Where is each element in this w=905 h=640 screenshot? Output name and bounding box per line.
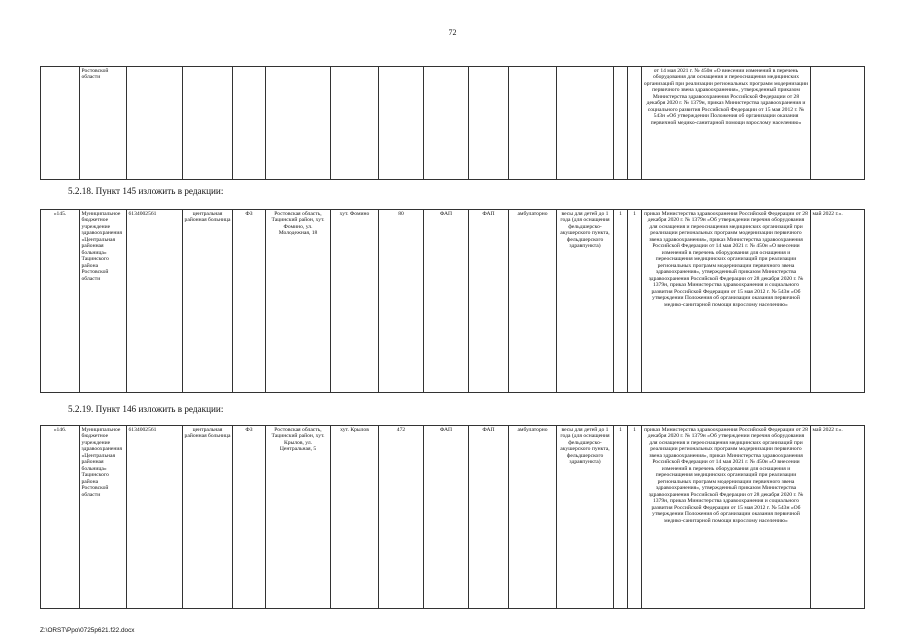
cell-population: [379, 67, 424, 180]
cell-deadline: [811, 67, 865, 180]
cell-quantity: [614, 67, 628, 180]
cell-quantity-2: [628, 67, 642, 180]
cell-subdivision: ФЗ: [233, 426, 266, 609]
cell-quantity: 1: [614, 426, 628, 609]
cell-legal-basis: приказ Министерства здравоохранения Российской Федерации от 28 декабря 2020 г. № 1379н «Об утверждении перечня оборудования для оснащения и переоснащения медицинских организаций при реализации региональных программ модернизации первичного звена здравоохранения», приказ Министерства здравоохранения Российской Федерации от 14 мая 2021 г. № 450н «О внесении изменений в перечень оборудования для оснащения и переоснащения медицинских организаций при реализации региональных программ модернизации первичного звена здравоохранения», утвержденный приказом Министерства здравоохранения Российской Федерации от 28 декабря 2020 г. № 1379н, приказ Министерства здравоохранения и социального развития Российской Федерации от 15 мая 2012 г. № 543н «Об утверждении Положения об организации оказания первичной медико-санитарной помощи взрослому населению»: [642, 210, 811, 393]
cell-unit-type-2: [469, 67, 509, 180]
cell-address: Ростовская область, Тацинский район, хут. Фомино, ул. Молодежная, 18: [266, 210, 331, 393]
cell-unit-type-2: ФАП: [469, 426, 509, 609]
cell-unit-type: ФАП: [424, 426, 469, 609]
cell-subdivision: ФЗ: [233, 210, 266, 393]
cell-settlement: хут. Фомино: [331, 210, 379, 393]
amendment-heading-145: 5.2.18. Пункт 145 изложить в редакции:: [68, 186, 224, 196]
cell-inn: [127, 67, 183, 180]
table-row: [41, 426, 865, 609]
cell-quantity: 1: [614, 210, 628, 393]
amendment-heading-146: 5.2.19. Пункт 146 изложить в редакции:: [68, 404, 224, 414]
cell-unit-type-2: ФАП: [469, 210, 509, 393]
cell-type: [183, 67, 233, 180]
page-number: 72: [448, 28, 457, 37]
cell-care-conditions: амбулаторно: [509, 426, 557, 609]
cell-settlement: хут. Крылов: [331, 426, 379, 609]
cell-population: 472: [379, 426, 424, 609]
table-row: [41, 210, 865, 393]
cell-inn: 6134002561: [127, 210, 183, 393]
cell-equipment: весы для детей до 1 года (для оснащения фельдшерско-акушерского пункта, фельдшерского здравпункта): [557, 426, 614, 609]
cell-quantity-2: 1: [628, 426, 642, 609]
cell-legal-basis: приказ Министерства здравоохранения Российской Федерации от 28 декабря 2020 г. № 1379н «Об утверждении перечня оборудования для оснащения и переоснащения медицинских организаций при реализации региональных программ модернизации первичного звена здравоохранения», приказ Министерства здравоохранения Российской Федерации от 14 мая 2021 г. № 450н «О внесении изменений в перечень оборудования для оснащения и переоснащения медицинских организаций при реализации региональных программ модернизации первичного звена здравоохранения», утвержденный приказом Министерства здравоохранения Российской Федерации от 28 декабря 2020 г. № 1379н, приказ Министерства здравоохранения и социального развития Российской Федерации от 15 мая 2012 г. № 543н «Об утверждении Положения об организации оказания первичной медико-санитарной помощи взрослому населению»: [642, 426, 811, 609]
cell-unit-type: [424, 67, 469, 180]
cell-subdivision: [233, 67, 266, 180]
table-item-146: [40, 425, 865, 609]
cell-equipment: [557, 67, 614, 180]
cell-inn: 6134002561: [127, 426, 183, 609]
file-path-footer: Z:\ORST\Ppo\0725p621.f22.docx: [40, 627, 135, 634]
cell-address: Ростовская область, Тацинский район, хут. Крылов, ул. Центральная, 5: [266, 426, 331, 609]
cell-settlement: [331, 67, 379, 180]
cell-number: [41, 67, 80, 180]
cell-deadline: май 2022 г.».: [811, 210, 865, 393]
cell-organization: Муниципальное бюджетное учреждение здравоохранения «Центральная районная больница» Тацинского района Ростовской области: [80, 426, 127, 609]
cell-organization: Ростовской области: [80, 67, 127, 180]
cell-number: «146.: [41, 426, 80, 609]
cell-legal-basis: от 14 мая 2021 г. № 450н «О внесении изменений в перечень оборудования для оснащения и переоснащения медицинских организаций при реализации региональных программ модернизации первичного звена здравоохранения», утвержденный приказом Министерства здравоохранения Российской Федерации от 28 декабря 2020 г. № 1379н, приказ Министерства здравоохранения и социального развития Российской Федерации от 15 мая 2012 г. № 543н «Об утверждении Положения об организации оказания первичной медико-санитарной помощи взрослому населению»: [642, 67, 811, 180]
cell-organization: Муниципальное бюджетное учреждение здравоохранения «Центральная районная больница» Тацинского района Ростовской области: [80, 210, 127, 393]
cell-population: 80: [379, 210, 424, 393]
cell-quantity-2: 1: [628, 210, 642, 393]
table-top-continuation: [40, 66, 865, 180]
cell-type: центральная районная больница: [183, 210, 233, 393]
cell-care-conditions: [509, 67, 557, 180]
cell-unit-type: ФАП: [424, 210, 469, 393]
cell-number: «145.: [41, 210, 80, 393]
table-row: [41, 67, 865, 180]
cell-deadline: май 2022 г.».: [811, 426, 865, 609]
cell-equipment: весы для детей до 1 года (для оснащения фельдшерско-акушерского пункта, фельдшерского здравпункта): [557, 210, 614, 393]
cell-address: [266, 67, 331, 180]
table-item-145: [40, 209, 865, 393]
cell-care-conditions: амбулаторно: [509, 210, 557, 393]
cell-type: центральная районная больница: [183, 426, 233, 609]
